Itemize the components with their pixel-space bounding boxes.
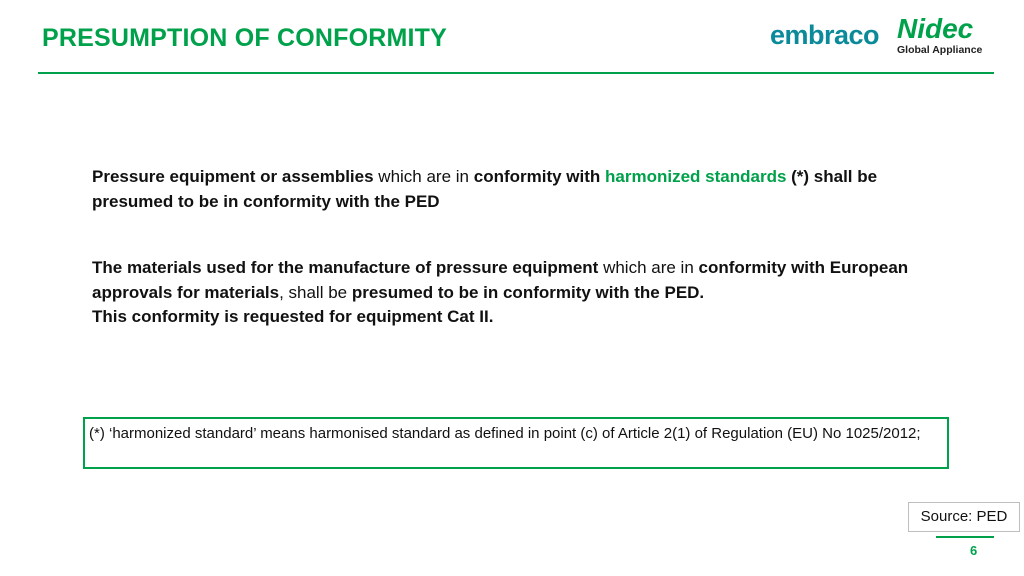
page-number-divider	[936, 536, 994, 538]
p2-text-shall: , shall be	[279, 282, 352, 302]
p2-bold-cat-ii: This conformity is requested for equipment Cat II.	[92, 307, 494, 326]
p1-bold-subject: Pressure equipment or assemblies	[92, 167, 374, 186]
p2-bold-approvals: conformity with European approvals for materials	[92, 258, 909, 302]
paragraph-harmonized-standards	[92, 165, 962, 214]
embraco-logo: embraco	[770, 20, 880, 50]
p2-text: which are in	[598, 258, 699, 277]
source-label: Source: PED	[908, 502, 1020, 532]
nidec-wordmark-icon	[895, 14, 995, 44]
p1-harmonized-standards: harmonized standards	[605, 167, 787, 186]
page-number: 6	[970, 543, 978, 558]
nidec-logo	[895, 14, 995, 60]
nidec-logo-subtitle: Global Appliance	[897, 44, 983, 56]
page-title: PRESUMPTION OF CONFORMITY	[42, 24, 447, 52]
p2-bold-presumption: presumed to be in conformity with the PED.	[351, 282, 705, 302]
nidec-wordmark-text: Nidec	[897, 14, 974, 44]
paragraph-materials	[92, 256, 972, 330]
p1-text: which are in	[373, 167, 474, 186]
p1-bold-conformity: conformity with	[473, 167, 601, 186]
p2-bold-subject: The materials used for the manufacture of pressure equipment	[92, 258, 599, 277]
title-divider	[38, 72, 994, 74]
p1-bold-presumption: (*) shall be presumed to be in conformity with the PED	[92, 167, 878, 211]
footnote-box: (*) ‘harmonized standard’ means harmonised standard as defined in point (c) of Article 2(1) of Regulation (EU) No 1025/2012;	[83, 417, 949, 469]
